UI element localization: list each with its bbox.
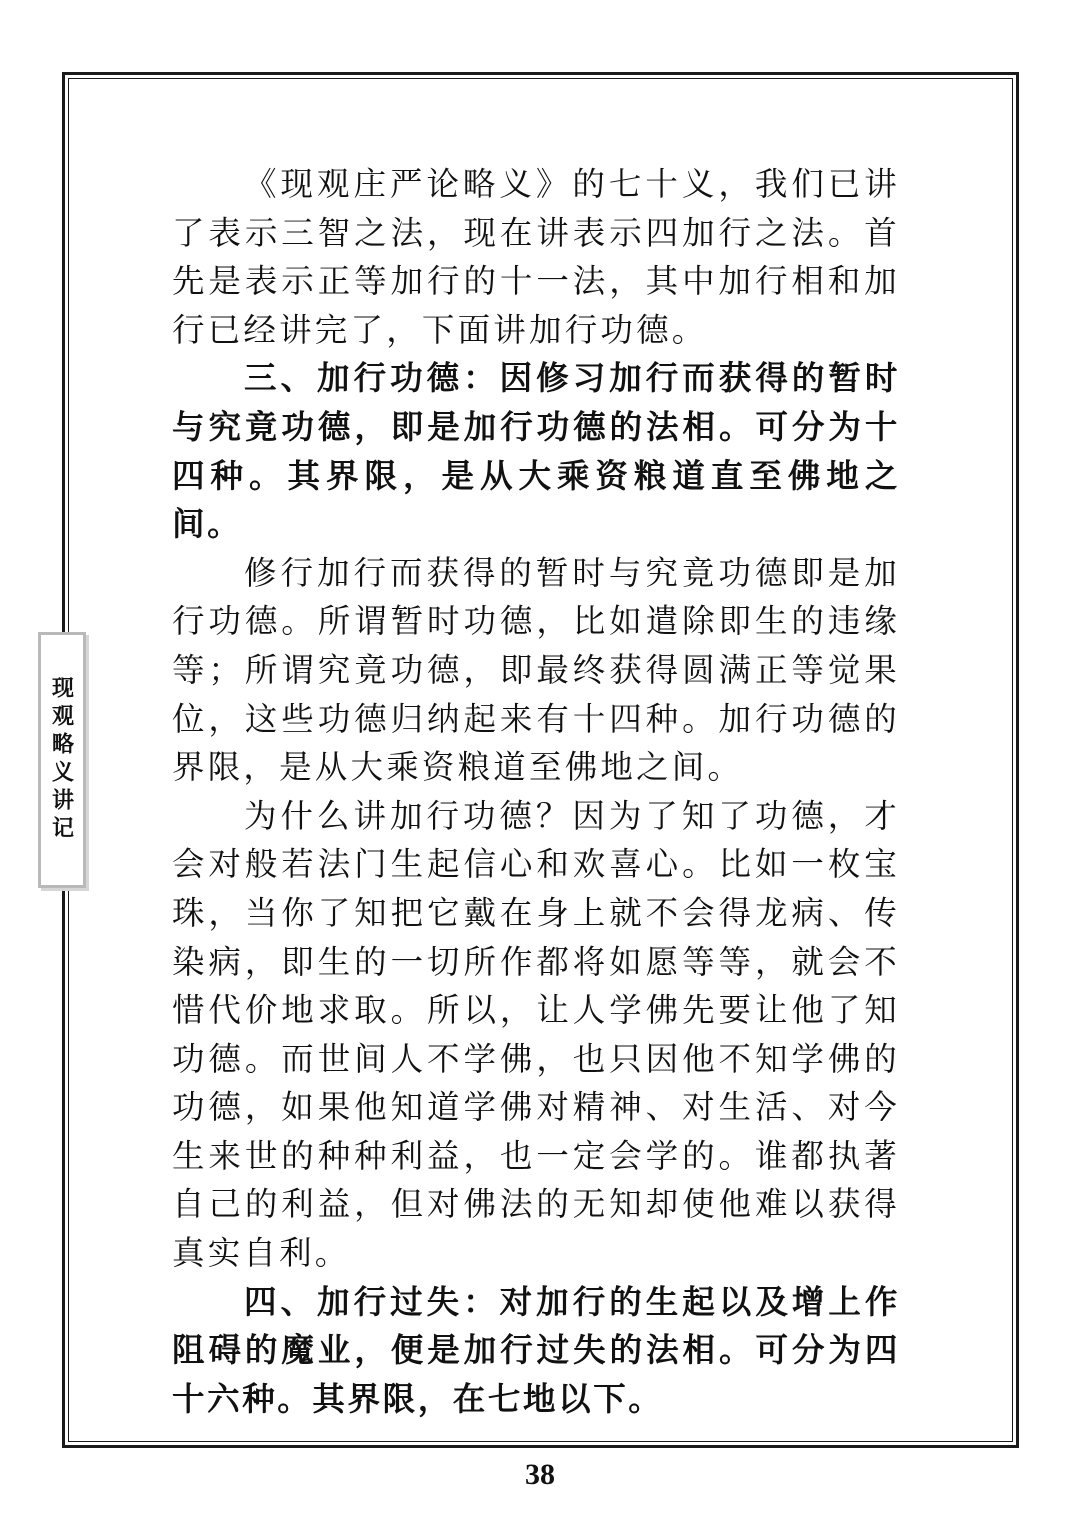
paragraph-why-merits: 为什么讲加行功德？因为了知了功德，才会对般若法门生起信心和欢喜心。比如一枚宝珠，当你了知把它戴在身上就不会得龙病、传染病，即生的一切所作都将如愿等等，就会不惜代价地求取。所以，让人学佛先要让他了知功德。而世间人不学佛，也只因他不知学佛的功德，如果他知道学佛对精神、对生活、对今生来世的种种利益，也一定会学的。谁都执著自己的利益，但对佛法的无知却使他难以获得真实自利。 (172, 796, 900, 1273)
paragraph-intro: 《现观庄严论略义》的七十义，我们已讲了表示三智之法，现在讲表示四加行之法。首先是表示正等加行的十一法，其中加行相和加行已经讲完了，下面讲加行功德。 (172, 165, 900, 349)
heading-practice-merits: 三、加行功德：因修习加行而获得的暂时与究竟功德，即是加行功德的法相。可分为十四种。其界限，是从大乘资粮道直至佛地之间。 (172, 358, 900, 544)
paragraph-merits-explained: 修行加行而获得的暂时与究竟功德即是加行功德。所谓暂时功德，比如遣除即生的违缘等；所谓究竟功德，即最终获得圆满正等觉果位，这些功德归纳起来有十四种。加行功德的界限，是从大乘资粮道至佛地之间。 (172, 553, 900, 787)
side-tab-title: 现观略义讲记 (48, 676, 75, 844)
side-tab (38, 632, 86, 888)
body-text (172, 160, 900, 1423)
heading-practice-faults: 四、加行过失：对加行的生起以及增上作阻碍的魔业，便是加行过失的法相。可分为四十六种。其界限，在七地以下。 (172, 1281, 900, 1418)
page-number: 38 (525, 1458, 555, 1491)
